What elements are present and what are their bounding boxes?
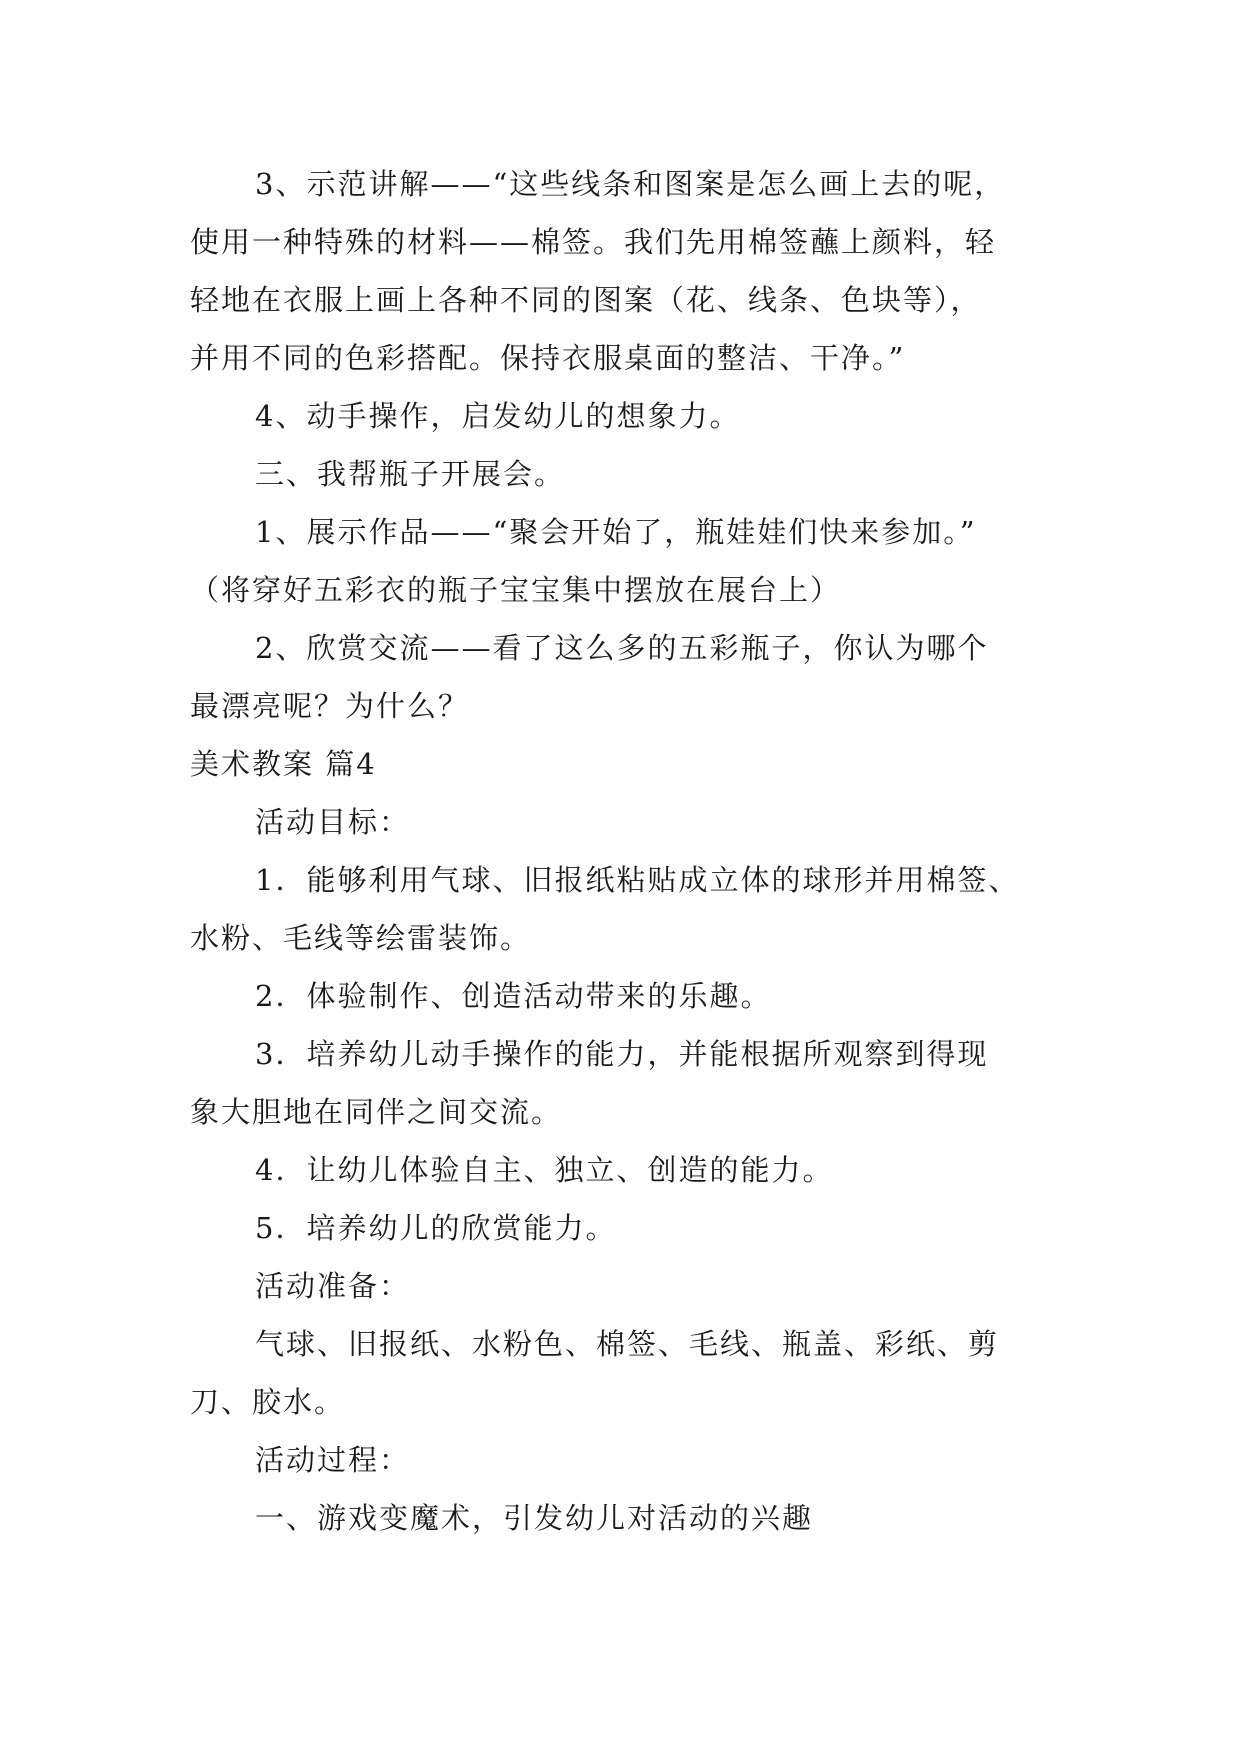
chapter-title: 美术教案 篇4 <box>190 747 377 781</box>
paragraph-line: 2、欣赏交流——看了这么多的五彩瓶子，你认为哪个 <box>255 631 989 665</box>
list-item: 2．体验制作、创造活动带来的乐趣。 <box>255 979 772 1013</box>
list-item-continued: 水粉、毛线等绘雷装饰。 <box>190 921 532 955</box>
paragraph-line: 使用一种特殊的材料——棉签。我们先用棉签蘸上颜料，轻 <box>190 225 997 259</box>
section-heading: 三、我帮瓶子开展会。 <box>255 457 566 491</box>
list-item: 1．能够利用气球、旧报纸粘贴成立体的球形并用棉签、 <box>255 863 1020 897</box>
paragraph-line: 4、动手操作，启发幼儿的想象力。 <box>255 399 741 433</box>
paragraph-line: 并用不同的色彩搭配。保持衣服桌面的整洁、干净。” <box>190 341 906 375</box>
list-item-continued: 象大胆地在同伴之间交流。 <box>190 1095 563 1129</box>
paragraph-line: 3、示范讲解——“这些线条和图案是怎么画上去的呢， <box>255 167 1006 201</box>
list-item: 5．培养幼儿的欣赏能力。 <box>255 1211 617 1245</box>
paragraph-line: 一、游戏变魔术，引发幼儿对活动的兴趣 <box>255 1501 814 1535</box>
section-heading: 活动目标： <box>255 805 411 839</box>
section-heading: 活动准备： <box>255 1269 411 1303</box>
paragraph-line: 1、展示作品——“聚会开始了，瓶娃娃们快来参加。” <box>255 515 977 549</box>
list-item: 4．让幼儿体验自主、独立、创造的能力。 <box>255 1153 834 1187</box>
paragraph-line: 气球、旧报纸、水粉色、棉签、毛线、瓶盖、彩纸、剪 <box>255 1327 1000 1361</box>
paragraph-line: 轻地在衣服上画上各种不同的图案（花、线条、色块等）， <box>190 283 982 317</box>
paragraph-line: （将穿好五彩衣的瓶子宝宝集中摆放在展台上） <box>190 573 842 607</box>
paragraph-line: 刀、胶水。 <box>190 1385 346 1419</box>
list-item: 3．培养幼儿动手操作的能力，并能根据所观察到得现 <box>255 1037 989 1071</box>
section-heading: 活动过程： <box>255 1443 411 1477</box>
paragraph-line: 最漂亮呢？为什么？ <box>190 689 470 723</box>
